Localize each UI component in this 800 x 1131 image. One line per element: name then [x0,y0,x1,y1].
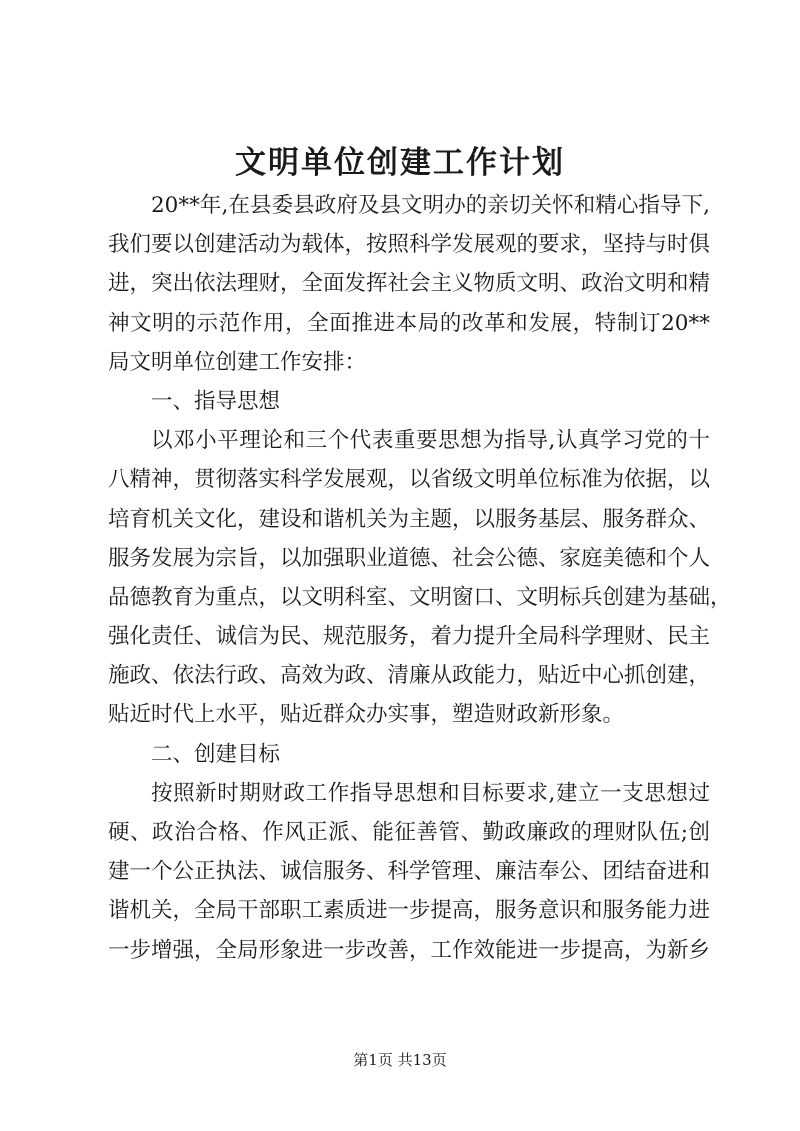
paragraph-line: 20**年,在县委县政府及县文明办的亲切关怀和精心指导下, [151,193,710,218]
paragraph-line: 以邓小平理论和三个代表重要思想为指导,认真学习党的十 [151,428,710,454]
paragraph-line: 建一个公正执法、诚信服务、科学管理、廉洁奉公、团结奋进和 [108,859,711,885]
paragraph-line: 八精神，贯彻落实科学发展观，以省级文明单位标准为依据，以 [108,467,711,493]
paragraph-line: 硬、政治合格、作风正派、能征善管、勤政廉政的理财队伍;创 [108,820,710,845]
section-heading: 一、指导思想 [151,388,281,414]
paragraph-line: 一步增强，全局形象进一步改善，工作效能进一步提高，为新乡 [108,937,711,963]
paragraph-line: 服务发展为宗旨，以加强职业道德、社会公德、家庭美德和个人 [108,545,711,571]
paragraph-line: 培育机关文化，建设和谐机关为主题，以服务基层、服务群众、 [108,506,711,532]
paragraph-line: 强化责任、诚信为民、规范服务，着力提升全局科学理财、民主 [108,624,711,650]
section-heading: 二、创建目标 [151,741,281,767]
paragraph-line: 神文明的示范作用，全面推进本局的改革和发展，特制订20** [108,310,710,336]
paragraph-line: 贴近时代上水平，贴近群众办实事，塑造财政新形象。 [108,702,625,728]
paragraph-line: 局文明单位创建工作安排： [108,349,367,375]
paragraph-line: 我们要以创建活动为载体，按照科学发展观的要求，坚持与时俱 [108,232,711,258]
paragraph-line: 施政、依法行政、高效为政、清廉从政能力，贴近中心抓创建， [108,663,711,689]
paragraph-line: 按照新时期财政工作指导思想和目标要求,建立一支思想过 [151,780,710,806]
paragraph-line: 品德教育为重点，以文明科室、文明窗口、文明标兵创建为基础， [108,584,732,610]
page-number-footer: 第1页 共13页 [353,1051,447,1069]
paragraph-line: 进，突出依法理财，全面发挥社会主义物质文明、政治文明和精 [108,271,711,297]
document-body [108,186,732,970]
document-title: 文明单位创建工作计划 [235,145,565,181]
paragraph-line: 谐机关，全局干部职工素质进一步提高，服务意识和服务能力进 [108,898,711,924]
